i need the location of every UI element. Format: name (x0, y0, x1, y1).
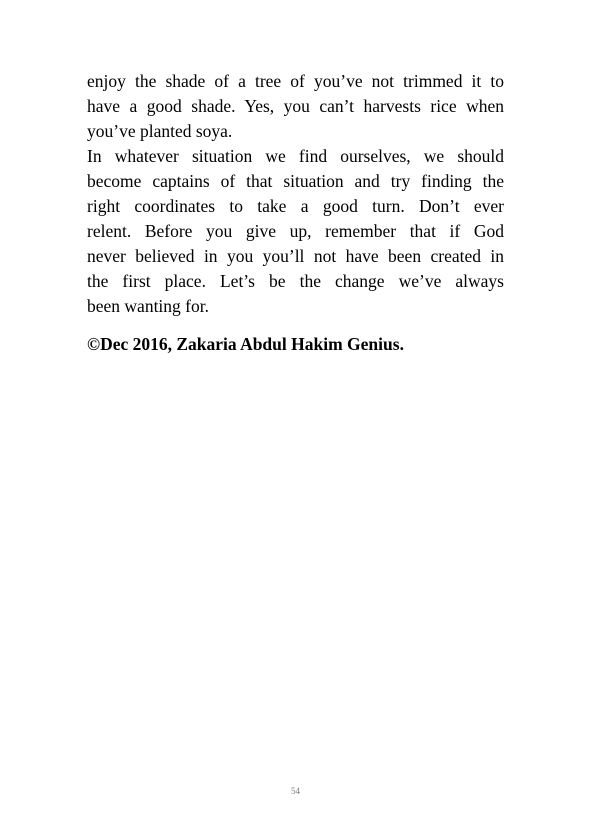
body-text (87, 69, 504, 319)
text-line: become captains of that situation and try finding the (87, 171, 504, 191)
text-line: relent. Before you give up, remember that if God (87, 221, 504, 241)
paragraph-1 (87, 69, 504, 144)
copyright-signature: ©Dec 2016, Zakaria Abdul Hakim Genius. (87, 334, 404, 354)
text-line: you’ve planted soya. (87, 121, 233, 141)
paragraph-2 (87, 144, 504, 319)
text-line: right coordinates to take a good turn. Don’t ever (87, 196, 504, 216)
text-line: been wanting for. (87, 296, 209, 316)
text-line: enjoy the shade of a tree of you’ve not trimmed it to (87, 71, 504, 91)
text-line: never believed in you you’ll not have been created in (87, 246, 504, 266)
text-line: have a good shade. Yes, you can’t harvests rice when (87, 96, 504, 116)
text-line: the first place. Let’s be the change we’ve always (87, 271, 504, 291)
text-line: In whatever situation we find ourselves, we should (87, 146, 504, 166)
page-number: 54 (291, 786, 300, 796)
